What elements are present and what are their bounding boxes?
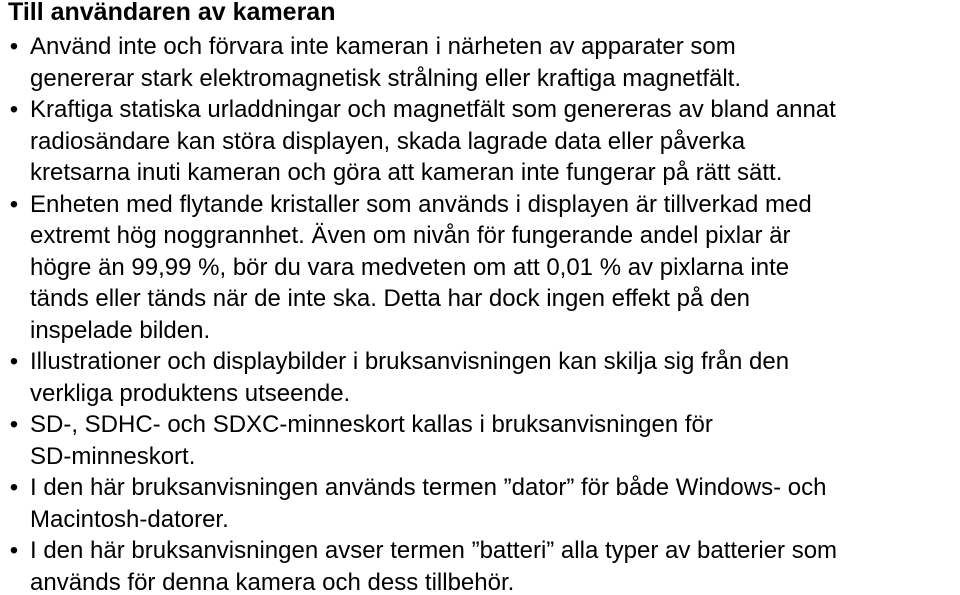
list-item-line: genererar stark elektromagnetisk strålning eller kraftiga magnetfält.: [30, 64, 741, 92]
list-item-line: högre än 99,99 %, bör du vara medveten om att 0,01 % av pixlarna inte: [30, 253, 790, 281]
list-item-line: Använd inte och förvara inte kameran i närheten av apparater som: [30, 33, 736, 60]
list-item-line: används för denna kamera och dess tillbehör.: [30, 568, 515, 595]
list-item-line: SD-minneskort.: [30, 442, 196, 470]
bullet-icon: •: [9, 537, 19, 564]
list-item: [0, 189, 960, 347]
list-item-line: inspelade bilden.: [30, 316, 211, 344]
list-item-line: tänds eller tänds när de inte ska. Detta har dock ingen effekt på den: [30, 285, 751, 312]
list-item: [0, 346, 960, 409]
list-item-line: Illustrationer och displaybilder i bruksanvisningen kan skilja sig från den: [30, 348, 790, 375]
list-item-line: extremt hög noggrannhet. Även om nivån för fungerande andel pixlar är: [30, 222, 791, 249]
list-item: [0, 472, 960, 535]
list-item-line: verkliga produktens utseende.: [30, 379, 351, 407]
page-title: Till användaren av kameran: [8, 0, 336, 26]
bullet-icon: •: [9, 96, 19, 123]
list-item-line: radiosändare kan störa displayen, skada lagrade data eller påverka: [30, 127, 746, 155]
bullet-icon: •: [9, 33, 19, 60]
list-item-line: Macintosh-datorer.: [30, 505, 229, 533]
list-item-line: SD-, SDHC- och SDXC-minneskort kallas i bruksanvisningen för: [30, 411, 713, 438]
list-item-line: I den här bruksanvisningen används termen ”dator” för både Windows- och: [30, 474, 827, 501]
bullet-icon: •: [9, 411, 19, 438]
list-item-line: kretsarna inuti kameran och göra att kameran inte fungerar på rätt sätt.: [30, 159, 783, 186]
list-item-line: Kraftiga statiska urladdningar och magnetfält som genereras av bland annat: [30, 96, 836, 123]
list-item: [0, 31, 960, 94]
list-item: [0, 94, 960, 189]
list-item: [0, 535, 960, 595]
list-item: [0, 409, 960, 472]
list-item-line: I den här bruksanvisningen avser termen ”batteri” alla typer av batterier som: [30, 537, 838, 564]
notice-list: [0, 31, 960, 595]
bullet-icon: •: [9, 474, 19, 501]
bullet-icon: •: [9, 348, 19, 375]
bullet-icon: •: [9, 190, 19, 218]
list-item-line: Enheten med flytande kristaller som används i displayen är tillverkad med: [30, 190, 812, 218]
